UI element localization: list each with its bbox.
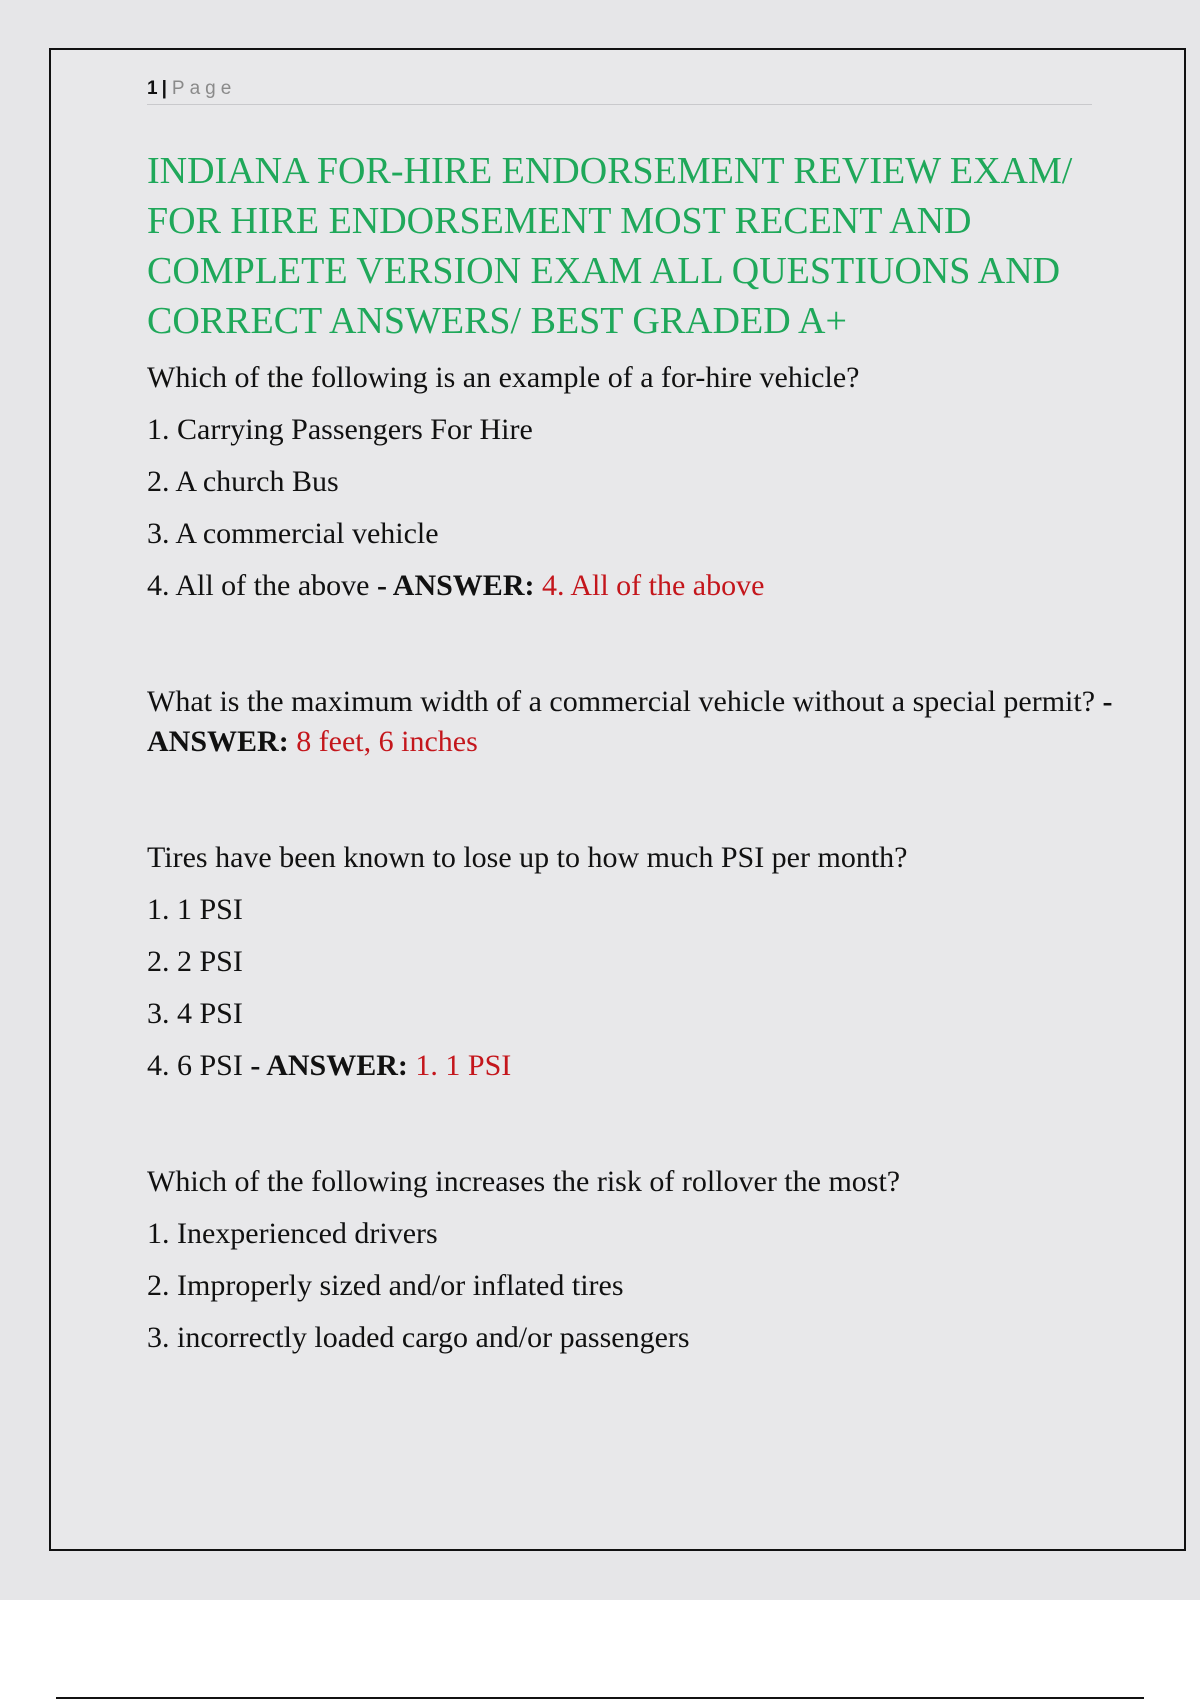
option-4-with-answer (147, 1040, 1137, 1092)
spacer (147, 768, 1137, 832)
option-2: 2. 2 PSI (147, 945, 243, 978)
question-text: Which of the following increases the risk of rollover the most? (147, 1165, 901, 1198)
question-with-answer (147, 676, 1137, 768)
option-2: 2. Improperly sized and/or inflated tires (147, 1269, 624, 1302)
document-content (147, 146, 1137, 1364)
next-page-rule (56, 1697, 1144, 1699)
page-header (147, 74, 1092, 105)
page-number: 1 (147, 78, 158, 99)
question-text: Tires have been known to lose up to how much PSI per month? (147, 841, 908, 874)
question-4 (147, 1156, 1137, 1364)
answer-prefix: - (242, 1049, 267, 1082)
answer-prefix: - (369, 569, 393, 602)
page-word: Page (171, 78, 237, 99)
document-title: INDIANA FOR-HIRE ENDORSEMENT REVIEW EXAM/ FOR HIRE ENDORSEMENT MOST RECENT AND COMPLETE VERSION EXAM ALL QUESTIUONS AND CORRECT ANSWERS/ BEST GRADED A+ (147, 150, 1073, 342)
answer-value: 8 feet, 6 inches (288, 725, 478, 758)
spacer (147, 612, 1137, 676)
spacer (147, 1092, 1137, 1156)
option-4: 4. 6 PSI (147, 1049, 243, 1082)
answer-value: 4. All of the above (534, 569, 765, 602)
page-separator: | (161, 78, 167, 99)
question-3 (147, 832, 1137, 1092)
option-3: 3. 4 PSI (147, 997, 243, 1030)
answer-label: ANSWER: (147, 725, 289, 758)
answer-label: ANSWER: (392, 569, 535, 602)
question-text: What is the maximum width of a commercial vehicle without a special permit? (147, 685, 1096, 718)
option-2: 2. A church Bus (147, 465, 339, 498)
option-1: 1. 1 PSI (147, 893, 243, 926)
question-2 (147, 676, 1137, 768)
document-page (49, 48, 1186, 1551)
option-3: 3. A commercial vehicle (147, 517, 439, 550)
answer-value: 1. 1 PSI (407, 1049, 512, 1082)
option-3: 3. incorrectly loaded cargo and/or passengers (147, 1321, 690, 1354)
answer-prefix: - (1095, 685, 1113, 718)
answer-label: ANSWER: (266, 1049, 408, 1082)
option-1: 1. Inexperienced drivers (147, 1217, 438, 1250)
option-1: 1. Carrying Passengers For Hire (147, 413, 533, 446)
option-4: 4. All of the above (147, 569, 370, 602)
option-4-with-answer (147, 560, 1137, 612)
question-text: Which of the following is an example of a for-hire vehicle? (147, 361, 860, 394)
question-1 (147, 352, 1137, 612)
